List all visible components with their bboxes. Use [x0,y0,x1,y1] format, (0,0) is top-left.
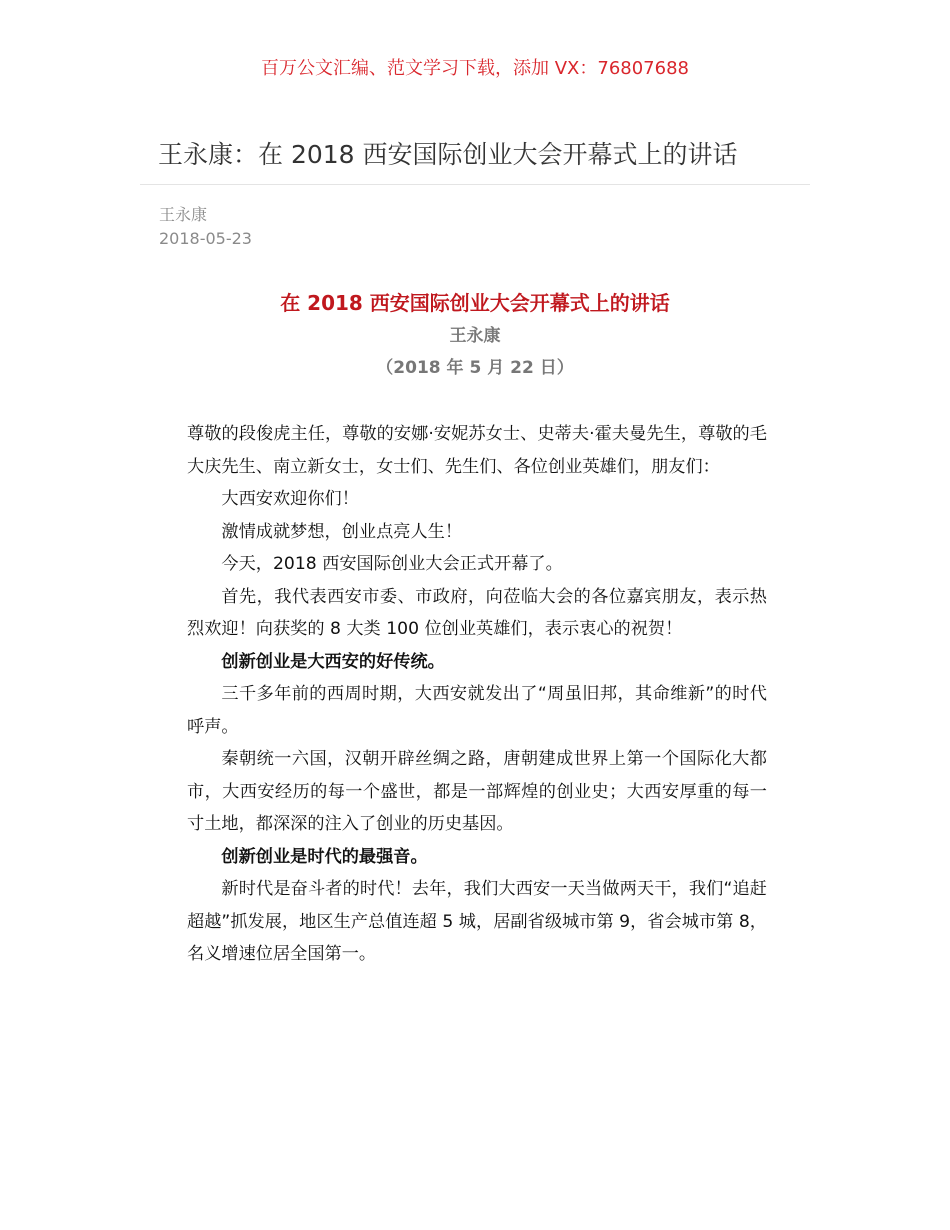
section-heading: 创新创业是时代的最强音。 [221,846,428,867]
page-title: 王永康：在 2018 西安国际创业大会开幕式上的讲话 [158,140,738,169]
article-date: 2018-05-23 [159,229,252,248]
document-author: 王永康 [449,326,501,346]
body-paragraph: 大西安欢迎你们！ [221,489,359,509]
speech-body [187,418,767,971]
promo-banner: 百万公文汇编、范文学习下载，添加 VX：76807688 [261,58,689,79]
body-paragraph: 三千多年前的西周时期，大西安就发出了“周虽旧邦，其命维新”的时代呼声。 [187,684,767,737]
body-paragraph: 秦朝统一六国，汉朝开辟丝绸之路，唐朝建成世界上第一个国际化大都市，大西安经历的每一个盛世，都是一部辉煌的创业史；大西安厚重的每一寸土地，都深深的注入了创业的历史基因。 [187,749,767,834]
body-paragraph: 新时代是奋斗者的时代！去年，我们大西安一天当做两天干，我们“追赶超越”抓发展，地区生产总值连超 5 城，居副省级城市第 9，省会城市第 8，名义增速位居全国第一。 [187,879,767,964]
document-title: 在 2018 西安国际创业大会开幕式上的讲话 [280,291,670,315]
salutation-paragraph: 尊敬的段俊虎主任，尊敬的安娜·安妮苏女士、史蒂夫·霍夫曼先生，尊敬的毛大庆先生、南立新女士，女士们、先生们、各位创业英雄们，朋友们： [187,424,767,477]
body-paragraph: 激情成就梦想，创业点亮人生！ [221,521,463,542]
document-date: （2018 年 5 月 22 日） [376,358,574,378]
section-heading: 创新创业是大西安的好传统。 [221,651,445,672]
article-author: 王永康 [159,205,208,224]
title-divider [140,184,810,185]
body-paragraph: 首先，我代表西安市委、市政府，向莅临大会的各位嘉宾朋友，表示热烈欢迎！向获奖的 8 大类 100 位创业英雄们，表示衷心的祝贺！ [187,586,767,639]
body-paragraph: 今天，2018 西安国际创业大会正式开幕了。 [221,554,563,574]
